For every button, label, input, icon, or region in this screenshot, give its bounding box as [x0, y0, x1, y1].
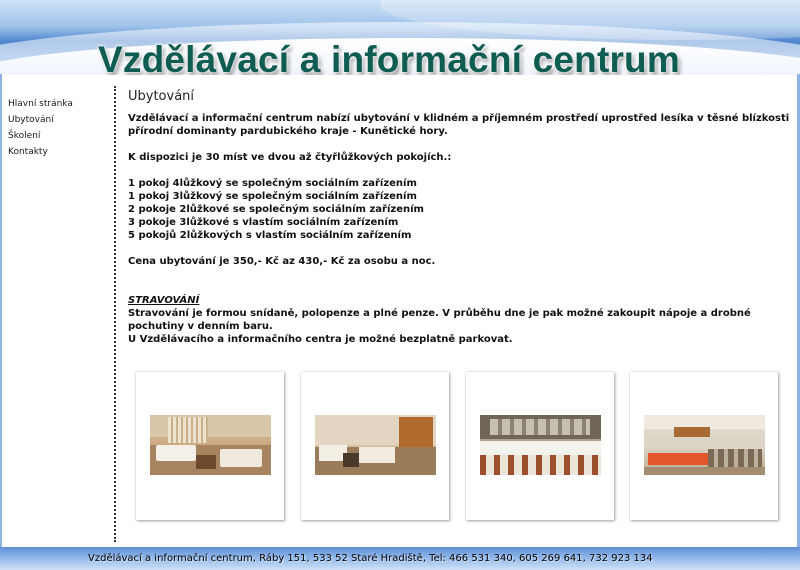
room-list-item: 2 pokoje 2lůžkové se společným sociálním zařízením	[128, 204, 424, 215]
catering-heading: STRAVOVÁNÍ	[128, 295, 200, 306]
dotted-separator	[114, 86, 116, 542]
parking-text: U Vzdělávacího a informačního centra je možné bezplatně parkovat.	[128, 334, 513, 345]
bar-photo-image	[644, 415, 765, 475]
footer-bar	[0, 547, 800, 570]
room-list-item: 1 pokoj 4lůžkový se společným sociálním zařízením	[128, 178, 417, 189]
price-text: Cena ubytování je 350,- Kč az 430,- Kč za osobu a noc.	[128, 256, 436, 267]
nav-item-skoleni[interactable]: Školení	[8, 131, 41, 141]
room-photo-1-image	[150, 415, 271, 475]
nav-item-hlavni-stranka[interactable]: Hlavní stránka	[8, 99, 73, 109]
intro-paragraph: Vzdělávací a informační centrum nabízí ubytování v klidném a příjemném prostředí uprostřed lesíka v těsné blízkosti přírodní dominanty pardubického kraje - Kunětické hory.	[128, 113, 790, 137]
room-list-item: 5 pokojů 2lůžkových s vlastím sociálním zařízením	[128, 230, 412, 241]
footer-contact-text: Vzdělávací a informační centrum, Ráby 151, 533 52 Staré Hradiště, Tel: 466 531 340, 605 269 641, 732 923 134	[88, 553, 653, 564]
room-photo-1[interactable]	[136, 372, 284, 520]
site-title: Vzdělávací a informační centrum	[98, 39, 680, 75]
dining-room-photo-image	[480, 415, 601, 475]
sidebar-nav	[8, 96, 108, 160]
room-photo-2-image	[315, 415, 436, 475]
nav-item-ubytovani[interactable]: Ubytování	[8, 115, 54, 125]
header-banner	[0, 0, 800, 75]
room-list-item: 3 pokoje 3lůžkové s vlastím sociálním zařízením	[128, 217, 399, 228]
main-content	[128, 88, 793, 346]
room-photo-2[interactable]	[301, 372, 449, 520]
catering-text: Stravování je formou snídaně, polopenze a plné penze. V průběhu dne je pak možné zakoupit nápoje a drobné pochutiny v denním baru.	[128, 308, 751, 332]
room-list-item: 1 pokoj 3lůžkový se společným sociálním zařízením	[128, 191, 417, 202]
bar-photo[interactable]	[630, 372, 778, 520]
capacity-text: K dispozici je 30 míst ve dvou až čtyřlůžkových pokojích.:	[128, 152, 452, 163]
dining-room-photo[interactable]	[466, 372, 614, 520]
frame-border-left	[0, 74, 2, 548]
page-heading: Ubytování	[128, 89, 195, 104]
nav-item-kontakty[interactable]: Kontakty	[8, 147, 48, 157]
